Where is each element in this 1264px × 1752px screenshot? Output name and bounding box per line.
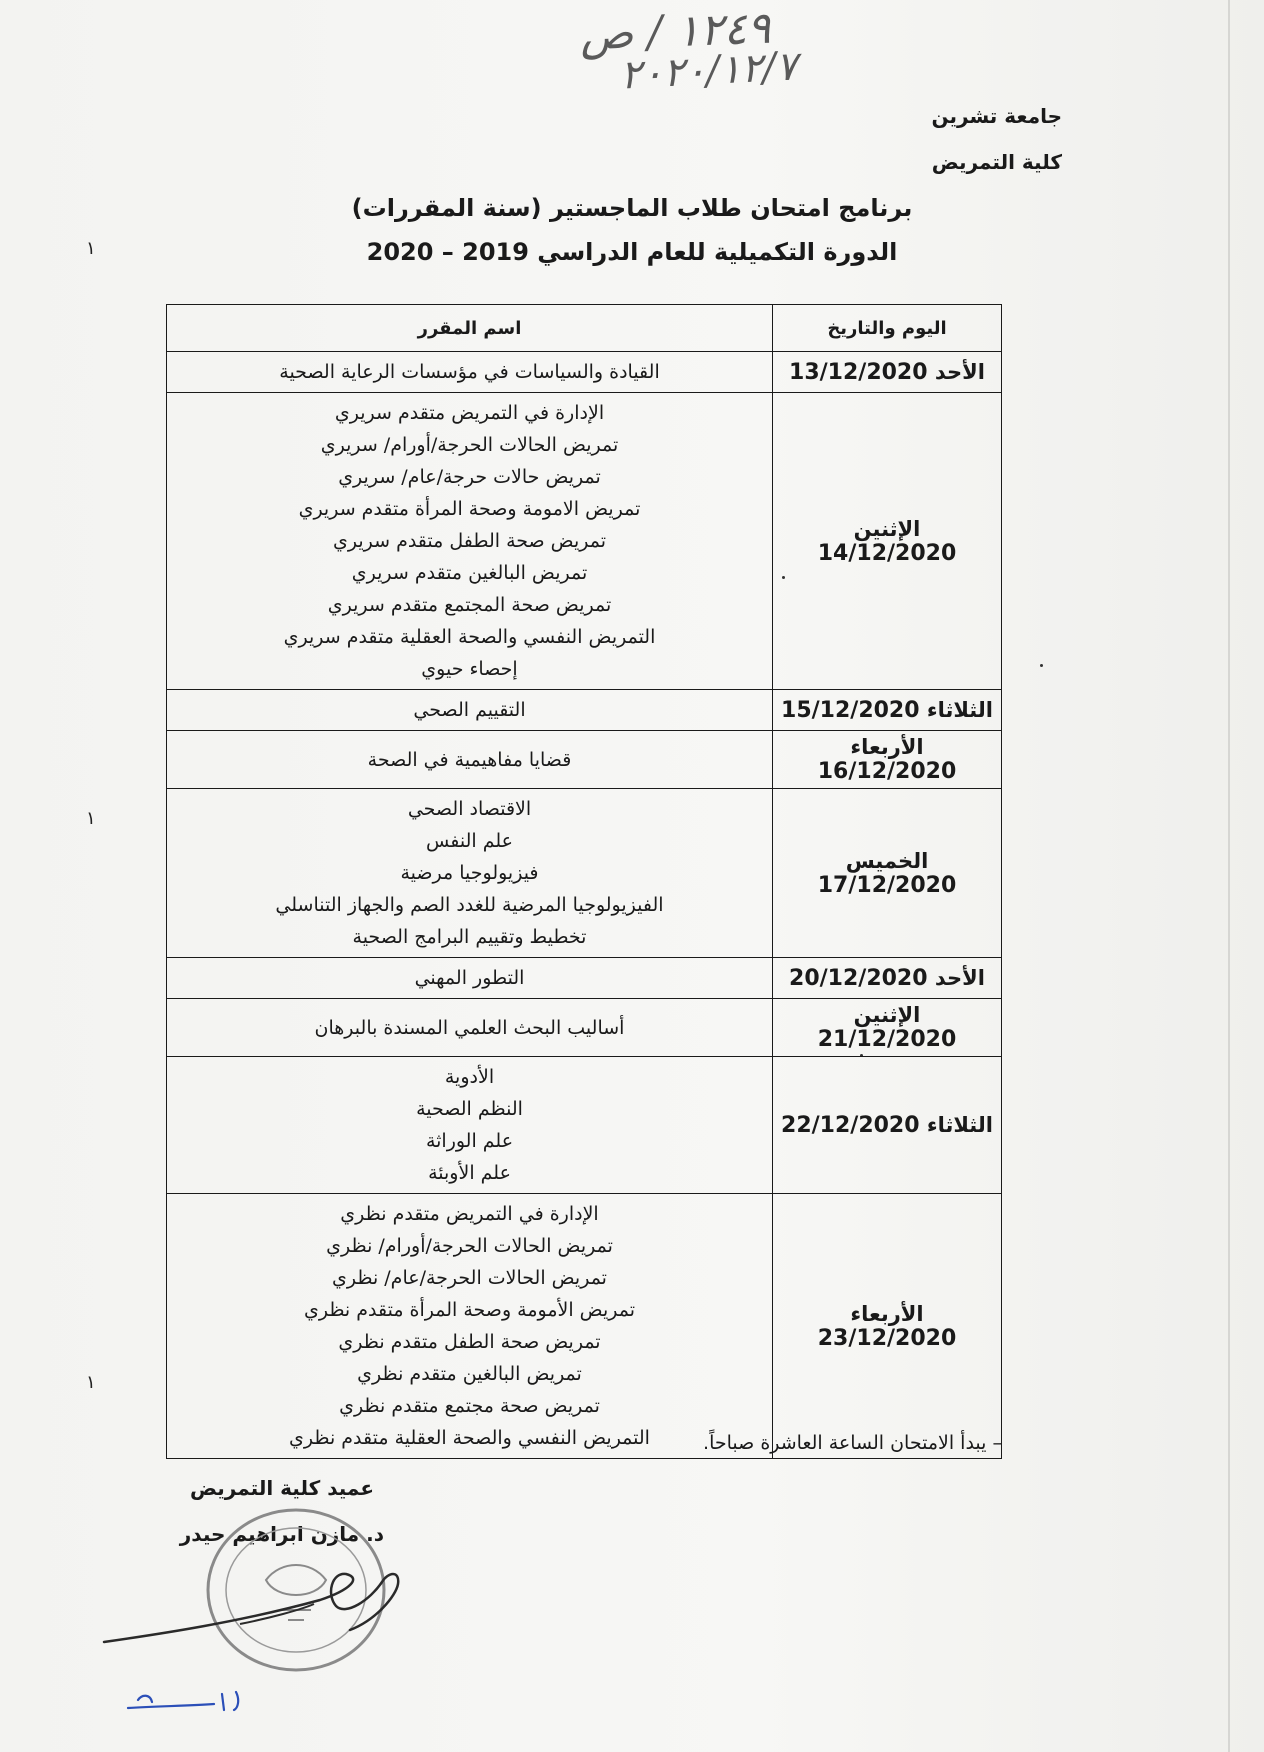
faculty-name: كلية التمريض [931,150,1062,174]
exam-schedule-table [166,304,1002,1459]
course-name: تمريض صحة الطفل متقدم نظري [338,1331,601,1353]
handwritten-date: ٢٠٢٠/١٢/٧ [618,43,799,99]
course-name: تمريض الامومة وصحة المرأة متقدم سريري [298,498,641,520]
exam-date: 15/12/2020 [781,697,920,723]
course-name: تمريض البالغين متقدم نظري [357,1363,582,1385]
table-row [167,1057,1002,1194]
table-row [167,789,1002,958]
university-name: جامعة تشرين [931,104,1062,128]
course-name: قضايا مفاهيمية في الصحة [367,748,572,771]
day-name: الأحد [934,965,985,990]
margin-mark: ١ [86,808,96,829]
course-name: التمريض النفسي والصحة العقلية متقدم نظري [289,1427,650,1449]
course-cell [167,958,773,999]
day-name: الأربعاء [850,735,924,759]
day-name: الإثنين [853,1003,921,1027]
course-name: تمريض الحالات الحرجة/أورام/ سريري [320,434,619,456]
course-name: تمريض حالات حرجة/عام/ سريري [338,466,601,488]
handwritten-reference-number: ١٢٤٩ / ص [579,2,772,61]
course-name: أساليب البحث العلمي المسندة بالبرهان [314,1016,625,1039]
day-date-cell [773,352,1002,393]
day-name: الثلاثاء [926,697,993,722]
course-name: التقييم الصحي [413,699,526,721]
course-cell [167,1057,773,1194]
header-course-name: اسم المقرر [167,305,773,352]
course-name: علم الوراثة [425,1130,514,1152]
course-name: القيادة والسياسات في مؤسسات الرعاية الصحية [279,361,660,383]
day-date-cell [773,1194,1002,1459]
course-name: إحصاء حيوي [421,658,518,680]
table-row [167,958,1002,999]
dean-name: د. مازن ابراهيم حيدر [179,1522,384,1546]
course-name: علم النفس [426,830,513,852]
margin-mark: ١ [86,1372,96,1393]
course-name: تمريض صحة مجتمع متقدم نظري [339,1395,600,1417]
document-title: برنامج امتحان طلاب الماجستير (سنة المقررات) [351,194,913,222]
course-cell [167,999,773,1057]
table-header-row [167,305,1002,352]
exam-date: 13/12/2020 [789,359,928,385]
exam-date: 22/12/2020 [781,1112,920,1138]
course-cell [167,393,773,690]
day-date-cell [773,393,1002,690]
table-row [167,393,1002,690]
course-name: تمريض صحة الطفل متقدم سريري [332,530,607,552]
course-cell [167,789,773,958]
day-date-cell [773,1057,1002,1194]
document-subtitle: الدورة التكميلية للعام الدراسي 2019 – 2020 [366,238,898,266]
day-name: الأحد [934,359,985,384]
exam-date: 17/12/2020 [817,872,957,898]
day-name: الإثنين [853,516,921,541]
day-name: الأربعاء [850,1301,924,1326]
table-row [167,731,1002,789]
course-name: تمريض البالغين متقدم سريري [351,562,588,584]
course-cell [167,731,773,789]
day-date-cell [773,999,1002,1057]
course-name: تمريض الحالات الحرجة/عام/ نظري [332,1267,607,1289]
day-date-cell [773,958,1002,999]
course-name: تخطيط وتقييم البرامج الصحية [352,926,587,948]
speck [1040,664,1043,667]
dean-title: عميد كلية التمريض [190,1476,374,1500]
course-name: تمريض الحالات الحرجة/أورام/ نظري [326,1235,613,1257]
table-row [167,352,1002,393]
course-name: الاقتصاد الصحي [407,798,532,820]
day-date-cell [773,789,1002,958]
course-cell [167,352,773,393]
exam-date: 21/12/2020 [817,1027,957,1052]
course-name: التطور المهني [414,967,525,989]
course-name: التمريض النفسي والصحة العقلية متقدم سريري [283,626,656,648]
signature-icon [100,1560,420,1650]
table-row [167,999,1002,1057]
course-name: الإدارة في التمريض متقدم سريري [334,402,605,424]
day-name: الثلاثاء [926,1112,993,1137]
course-name: فيزيولوجيا مرضية [400,862,539,884]
table-body [167,352,1002,1459]
exam-date: 20/12/2020 [789,965,928,991]
course-name: النظم الصحية [416,1098,523,1120]
course-name: تمريض صحة المجتمع متقدم سريري [327,594,612,616]
course-name: علم الأوبئة [428,1162,511,1184]
exam-date: 14/12/2020 [817,540,957,566]
course-name: الفيزيولوجيا المرضية للغدد الصم والجهاز التناسلي [275,894,664,916]
blue-ink-initials-icon [118,1680,258,1720]
table-row [167,690,1002,731]
course-cell [167,1194,773,1459]
margin-mark: ١ [86,238,96,259]
course-name: الأدوية [444,1066,495,1088]
exam-date: 16/12/2020 [817,759,957,784]
day-date-cell [773,690,1002,731]
exam-time-note: – يبدأ الامتحان الساعة العاشرة صباحاً. [703,1432,1002,1454]
course-cell [167,690,773,731]
exam-date: 23/12/2020 [817,1325,957,1351]
day-name: الخميس [845,848,929,873]
course-name: الإدارة في التمريض متقدم نظري [340,1203,599,1225]
header-day-date: اليوم والتاريخ [773,305,1002,352]
day-date-cell [773,731,1002,789]
course-name: تمريض الأمومة وصحة المرأة متقدم نظري [303,1299,635,1321]
table-row [167,1194,1002,1459]
